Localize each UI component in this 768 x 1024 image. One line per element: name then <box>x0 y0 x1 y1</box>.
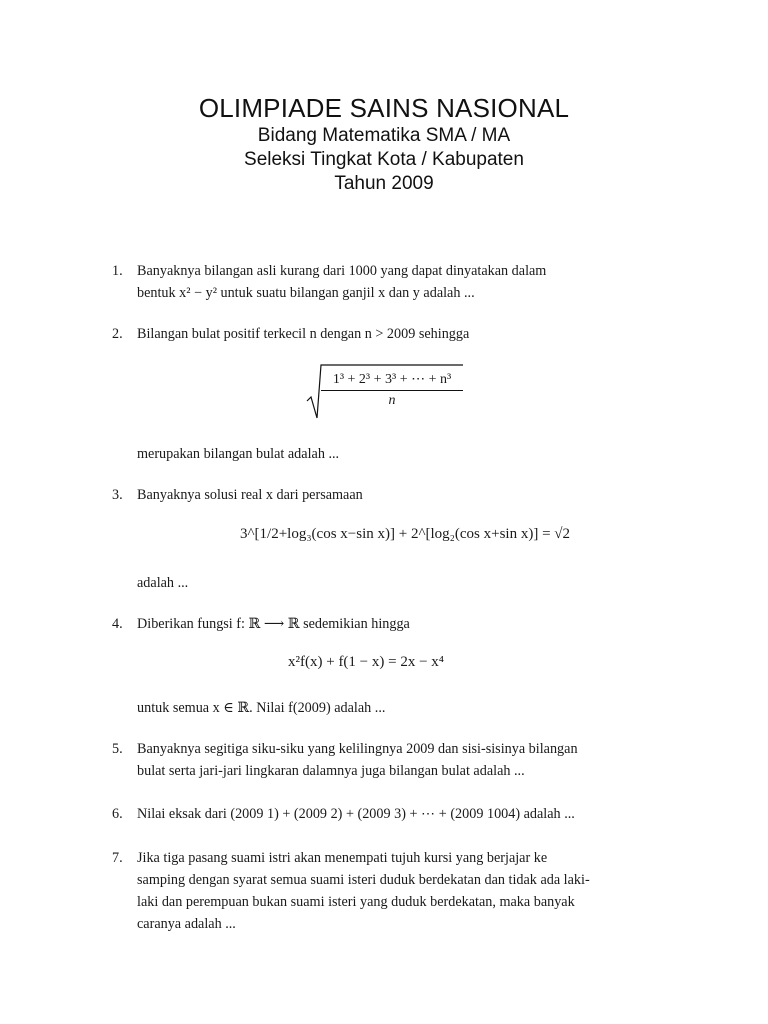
question-number: 2. <box>112 326 123 342</box>
question-line: Banyaknya segitiga siku-siku yang kelilingnya 2009 dan sisi-sisinya bilangan <box>137 741 578 757</box>
question-number: 7. <box>112 850 123 866</box>
exam-title: OLIMPIADE SAINS NASIONAL <box>198 93 570 123</box>
question-line: bulat serta jari-jari lingkaran dalamnya juga bilangan bulat adalah ... <box>137 763 525 779</box>
exam-header <box>0 92 768 196</box>
question-line: Diberikan fungsi f: ℝ ⟶ ℝ sedemikian hingga <box>137 616 410 632</box>
question-line: merupakan bilangan bulat adalah ... <box>137 446 340 462</box>
question-line: Bilangan bulat positif terkecil n dengan n > 2009 sehingga <box>137 326 470 342</box>
question-line: samping dengan syarat semua suami isteri duduk berdekatan dan tidak ada laki- <box>137 872 590 888</box>
formula-exponential: 3^[1/2+log₃(cos x−sin x)] + 2^[log₂(cos x+sin x)] = √2 <box>240 526 571 542</box>
formula-functional-equation: x²f(x) + f(1 − x) = 2x − x⁴ <box>288 654 445 670</box>
exam-year: Tahun 2009 <box>334 173 434 194</box>
question-number: 3. <box>112 487 123 503</box>
question-line: caranya adalah ... <box>137 916 236 932</box>
question-line: adalah ... <box>137 575 189 591</box>
question-number: 1. <box>112 263 123 279</box>
question-line: Banyaknya bilangan asli kurang dari 1000 yang dapat dinyatakan dalam <box>137 263 547 279</box>
question-line: laki dan perempuan bukan suami isteri yang duduk berdekatan, maka banyak <box>137 894 575 910</box>
question-number: 4. <box>112 616 123 632</box>
question-number: 5. <box>112 741 123 757</box>
question-line: Banyaknya solusi real x dari persamaan <box>137 487 363 503</box>
fraction-numerator: 1³ + 2³ + 3³ + ⋯ + n³ <box>321 371 463 391</box>
fraction-denominator: n <box>388 393 396 408</box>
exam-subject: Bidang Matematika SMA / MA <box>257 125 511 146</box>
exam-stage: Seleksi Tingkat Kota / Kabupaten <box>244 149 524 170</box>
question-line: Jika tiga pasang suami istri akan menempati tujuh kursi yang berjajar ke <box>137 850 548 866</box>
question-number: 6. <box>112 806 123 822</box>
question-line: bentuk x² − y² untuk suatu bilangan ganjil x dan y adalah ... <box>137 285 475 301</box>
question-line: Nilai eksak dari (2009 1) + (2009 2) + (2009 3) + ⋯ + (2009 1004) adalah ... <box>137 806 575 822</box>
question-line: untuk semua x ∈ ℝ. Nilai f(2009) adalah ... <box>137 700 386 716</box>
